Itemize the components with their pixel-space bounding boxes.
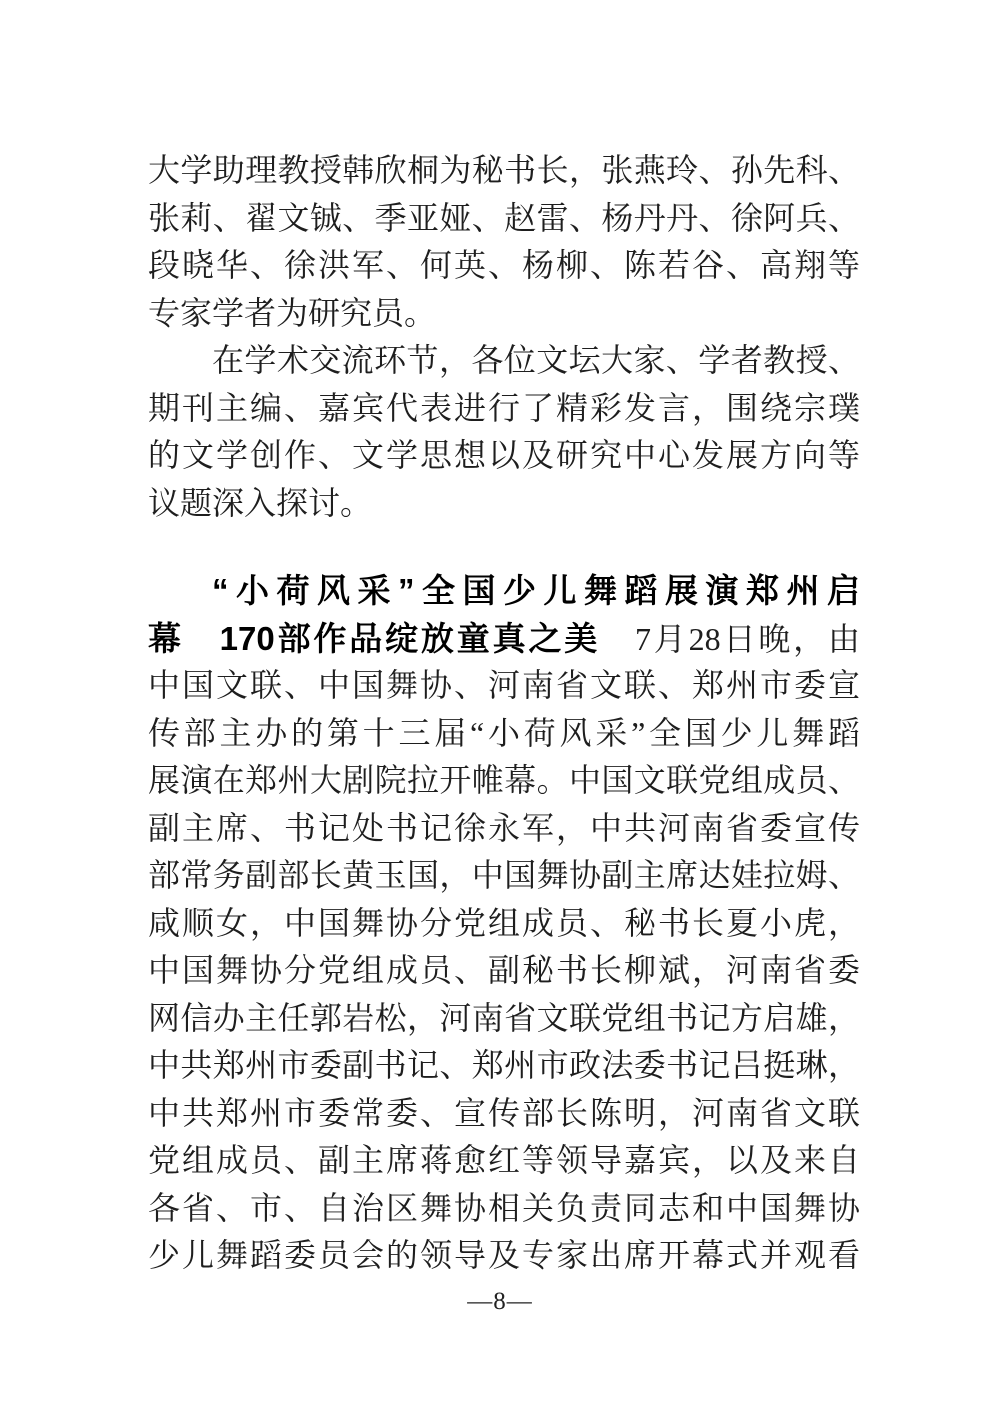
text-segment: 中共郑州市委常委、宣传部长陈明，河南省文联 — [148, 1094, 860, 1131]
text-line — [148, 290, 860, 338]
text-line — [148, 710, 860, 758]
text-segment: 张莉、翟文铖、季亚娅、赵雷、杨丹丹、徐阿兵、 — [148, 199, 860, 236]
page-number: —8— — [467, 1288, 533, 1315]
headline-segment: “小荷风采”全国少儿舞蹈展演郑州启 — [212, 572, 860, 609]
text-line — [148, 195, 860, 243]
text-segment: 大学助理教授韩欣桐为秘书长，张燕玲、孙先科、 — [148, 152, 860, 188]
text-segment: 段晓华、徐洪军、何英、杨柳、陈若谷、高翔等 — [148, 247, 860, 283]
paragraph — [148, 567, 860, 1280]
text-line — [148, 432, 860, 480]
text-segment: 专家学者为研究员。 — [148, 294, 437, 331]
text-line — [148, 615, 860, 663]
text-line — [148, 662, 860, 710]
paragraph — [148, 337, 860, 527]
text-line — [148, 757, 860, 805]
text-segment: 网信办主任郭岩松，河南省文联党组书记方启雄， — [148, 999, 860, 1036]
text-line — [148, 567, 860, 615]
text-segment: 的文学创作、文学思想以及研究中心发展方向等 — [148, 437, 860, 473]
text-segment: 在学术交流环节，各位文坛大家、学者教授、 — [212, 342, 860, 378]
text-line — [148, 147, 860, 195]
text-line — [148, 1232, 860, 1280]
text-segment: 各省、市、自治区舞协相关负责同志和中国舞协 — [148, 1189, 860, 1226]
text-line — [148, 900, 860, 948]
text-segment: 中国文联、中国舞协、河南省文联、郑州市委宣 — [148, 667, 860, 703]
text-segment: 部常务副部长黄玉国，中国舞协副主席达娃拉姆、 — [148, 857, 860, 893]
text-line — [148, 385, 860, 433]
text-line — [148, 1185, 860, 1233]
text-segment: 咸顺女，中国舞协分党组成员、秘书长夏小虎， — [148, 904, 860, 941]
text-segment: 中共郑州市委副书记、郑州市政法委书记吕挺琳， — [148, 1047, 860, 1083]
text-line — [148, 947, 860, 995]
text-line — [148, 852, 860, 900]
text-segment: 7月28日晚，由 — [600, 620, 860, 657]
text-segment: 议题深入探讨。 — [148, 484, 373, 521]
text-line — [148, 1042, 860, 1090]
page-footer — [0, 1288, 1000, 1316]
text-line — [148, 1137, 860, 1185]
text-line — [148, 480, 860, 528]
headline-segment: 幕 170部作品绽放童真之美 — [148, 619, 601, 657]
text-segment: 党组成员、副主席蒋愈红等领导嘉宾，以及来自 — [148, 1142, 860, 1178]
text-line — [148, 805, 860, 853]
text-segment: 副主席、书记处书记徐永军，中共河南省委宣传 — [148, 809, 860, 846]
text-block — [148, 147, 860, 1280]
text-line — [148, 242, 860, 290]
paragraph — [148, 147, 860, 337]
text-line — [148, 337, 860, 385]
text-line — [148, 1090, 860, 1138]
text-segment: 期刊主编、嘉宾代表进行了精彩发言，围绕宗璞 — [148, 389, 860, 426]
text-segment: 少儿舞蹈委员会的领导及专家出席开幕式并观看 — [148, 1237, 860, 1273]
text-segment: 传部主办的第十三届“小荷风采”全国少儿舞蹈 — [148, 714, 860, 751]
text-line — [148, 995, 860, 1043]
text-segment: 展演在郑州大剧院拉开帷幕。中国文联党组成员、 — [148, 762, 860, 798]
text-segment: 中国舞协分党组成员、副秘书长柳斌，河南省委 — [148, 952, 860, 988]
